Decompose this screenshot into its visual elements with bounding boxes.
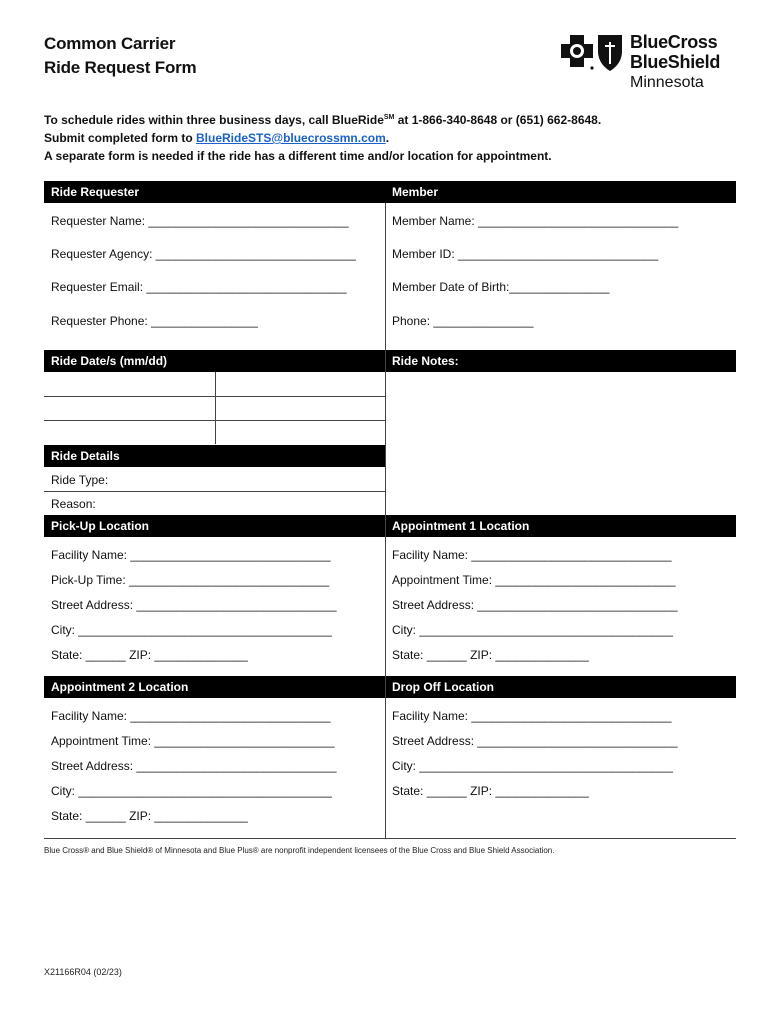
appt1-street-field[interactable]: Street Address: ______________________________ [392, 598, 678, 612]
dropoff-facility-field[interactable]: Facility Name: ______________________________ [392, 709, 672, 723]
bottom-rule [44, 838, 736, 839]
logo-region: Minnesota [630, 74, 704, 91]
pickup-facility-field[interactable]: Facility Name: ______________________________ [51, 548, 331, 562]
appt2-facility-field[interactable]: Facility Name: ______________________________ [51, 709, 331, 723]
appt1-facility-field[interactable]: Facility Name: ______________________________ [392, 548, 672, 562]
dropoff-city-field[interactable]: City: ______________________________________ [392, 759, 673, 773]
form-title-line2: Ride Request Form [44, 58, 197, 77]
pickup-header: Pick-Up Location [44, 515, 386, 537]
appt1-state-zip-field[interactable]: State: ______ ZIP: ______________ [392, 648, 589, 662]
instructions-line2: Submit completed form to BlueRideSTS@bluecrossmn.com. [44, 131, 390, 145]
instructions [44, 111, 601, 165]
email-link[interactable]: BlueRideSTS@bluecrossmn.com [196, 131, 386, 145]
member-header: Member [385, 181, 736, 203]
dropoff-header: Drop Off Location [385, 676, 736, 698]
ride-notes-area[interactable] [390, 374, 734, 512]
ride-requester-header: Ride Requester [44, 181, 386, 203]
instructions-line3: A separate form is needed if the ride has a different time and/or location for appointment. [44, 149, 552, 163]
requester-email-field[interactable]: Requester Email: ______________________________ [51, 280, 347, 294]
logo-brand: BlueCross BlueShield [630, 32, 721, 72]
requester-phone-field[interactable]: Requester Phone: ________________ [51, 314, 258, 328]
appt1-city-field[interactable]: City: ______________________________________ [392, 623, 673, 637]
pickup-time-field[interactable]: Pick-Up Time: ______________________________ [51, 573, 330, 587]
ride-date-cell[interactable] [44, 373, 215, 395]
footer-disclaimer: Blue Cross® and Blue Shield® of Minnesota and Blue Plus® are nonprofit independent licensees of the Blue Cross and Blue Shield Association. [44, 846, 555, 855]
column-divider [385, 203, 386, 839]
pickup-street-field[interactable]: Street Address: ______________________________ [51, 598, 337, 612]
ride-date-cell[interactable] [216, 397, 385, 419]
cross-and-shield-icon [558, 32, 626, 74]
ride-date-cell[interactable] [216, 373, 385, 395]
form-title [44, 32, 196, 80]
ride-type-field[interactable]: Ride Type: [51, 473, 109, 487]
ride-details-header: Ride Details [44, 445, 386, 467]
form-title-line1: Common Carrier [44, 34, 176, 53]
ride-details-line [44, 491, 385, 492]
form-code: X21166R04 (02/23) [44, 967, 122, 977]
bcbs-logo [558, 30, 738, 94]
ride-date-cell[interactable] [44, 421, 215, 443]
dropoff-state-zip-field[interactable]: State: ______ ZIP: ______________ [392, 784, 589, 798]
appointment2-header: Appointment 2 Location [44, 676, 386, 698]
ride-date-cell[interactable] [44, 397, 215, 419]
ride-date-cell[interactable] [216, 421, 385, 443]
ride-dates-header: Ride Date/s (mm/dd) [44, 350, 386, 372]
appointment1-header: Appointment 1 Location [385, 515, 736, 537]
appt1-time-field[interactable]: Appointment Time: ___________________________ [392, 573, 676, 587]
member-name-field[interactable]: Member Name: ______________________________ [392, 214, 679, 228]
ride-notes-header: Ride Notes: [385, 350, 736, 372]
reason-field[interactable]: Reason: [51, 497, 96, 511]
appt2-state-zip-field[interactable]: State: ______ ZIP: ______________ [51, 809, 248, 823]
member-dob-field[interactable]: Member Date of Birth:_______________ [392, 280, 610, 294]
member-id-field[interactable]: Member ID: ______________________________ [392, 247, 659, 261]
requester-name-field[interactable]: Requester Name: ______________________________ [51, 214, 349, 228]
dropoff-street-field[interactable]: Street Address: ______________________________ [392, 734, 678, 748]
instructions-line1: To schedule rides within three business days, call BlueRide℠ at 1-866-340-8648 or (651) 662-8648. [44, 113, 602, 127]
appt2-time-field[interactable]: Appointment Time: ___________________________ [51, 734, 335, 748]
requester-agency-field[interactable]: Requester Agency: ______________________________ [51, 247, 356, 261]
appt2-street-field[interactable]: Street Address: ______________________________ [51, 759, 337, 773]
pickup-state-zip-field[interactable]: State: ______ ZIP: ______________ [51, 648, 248, 662]
appt2-city-field[interactable]: City: ______________________________________ [51, 784, 332, 798]
pickup-city-field[interactable]: City: ______________________________________ [51, 623, 332, 637]
member-phone-field[interactable]: Phone: _______________ [392, 314, 534, 328]
